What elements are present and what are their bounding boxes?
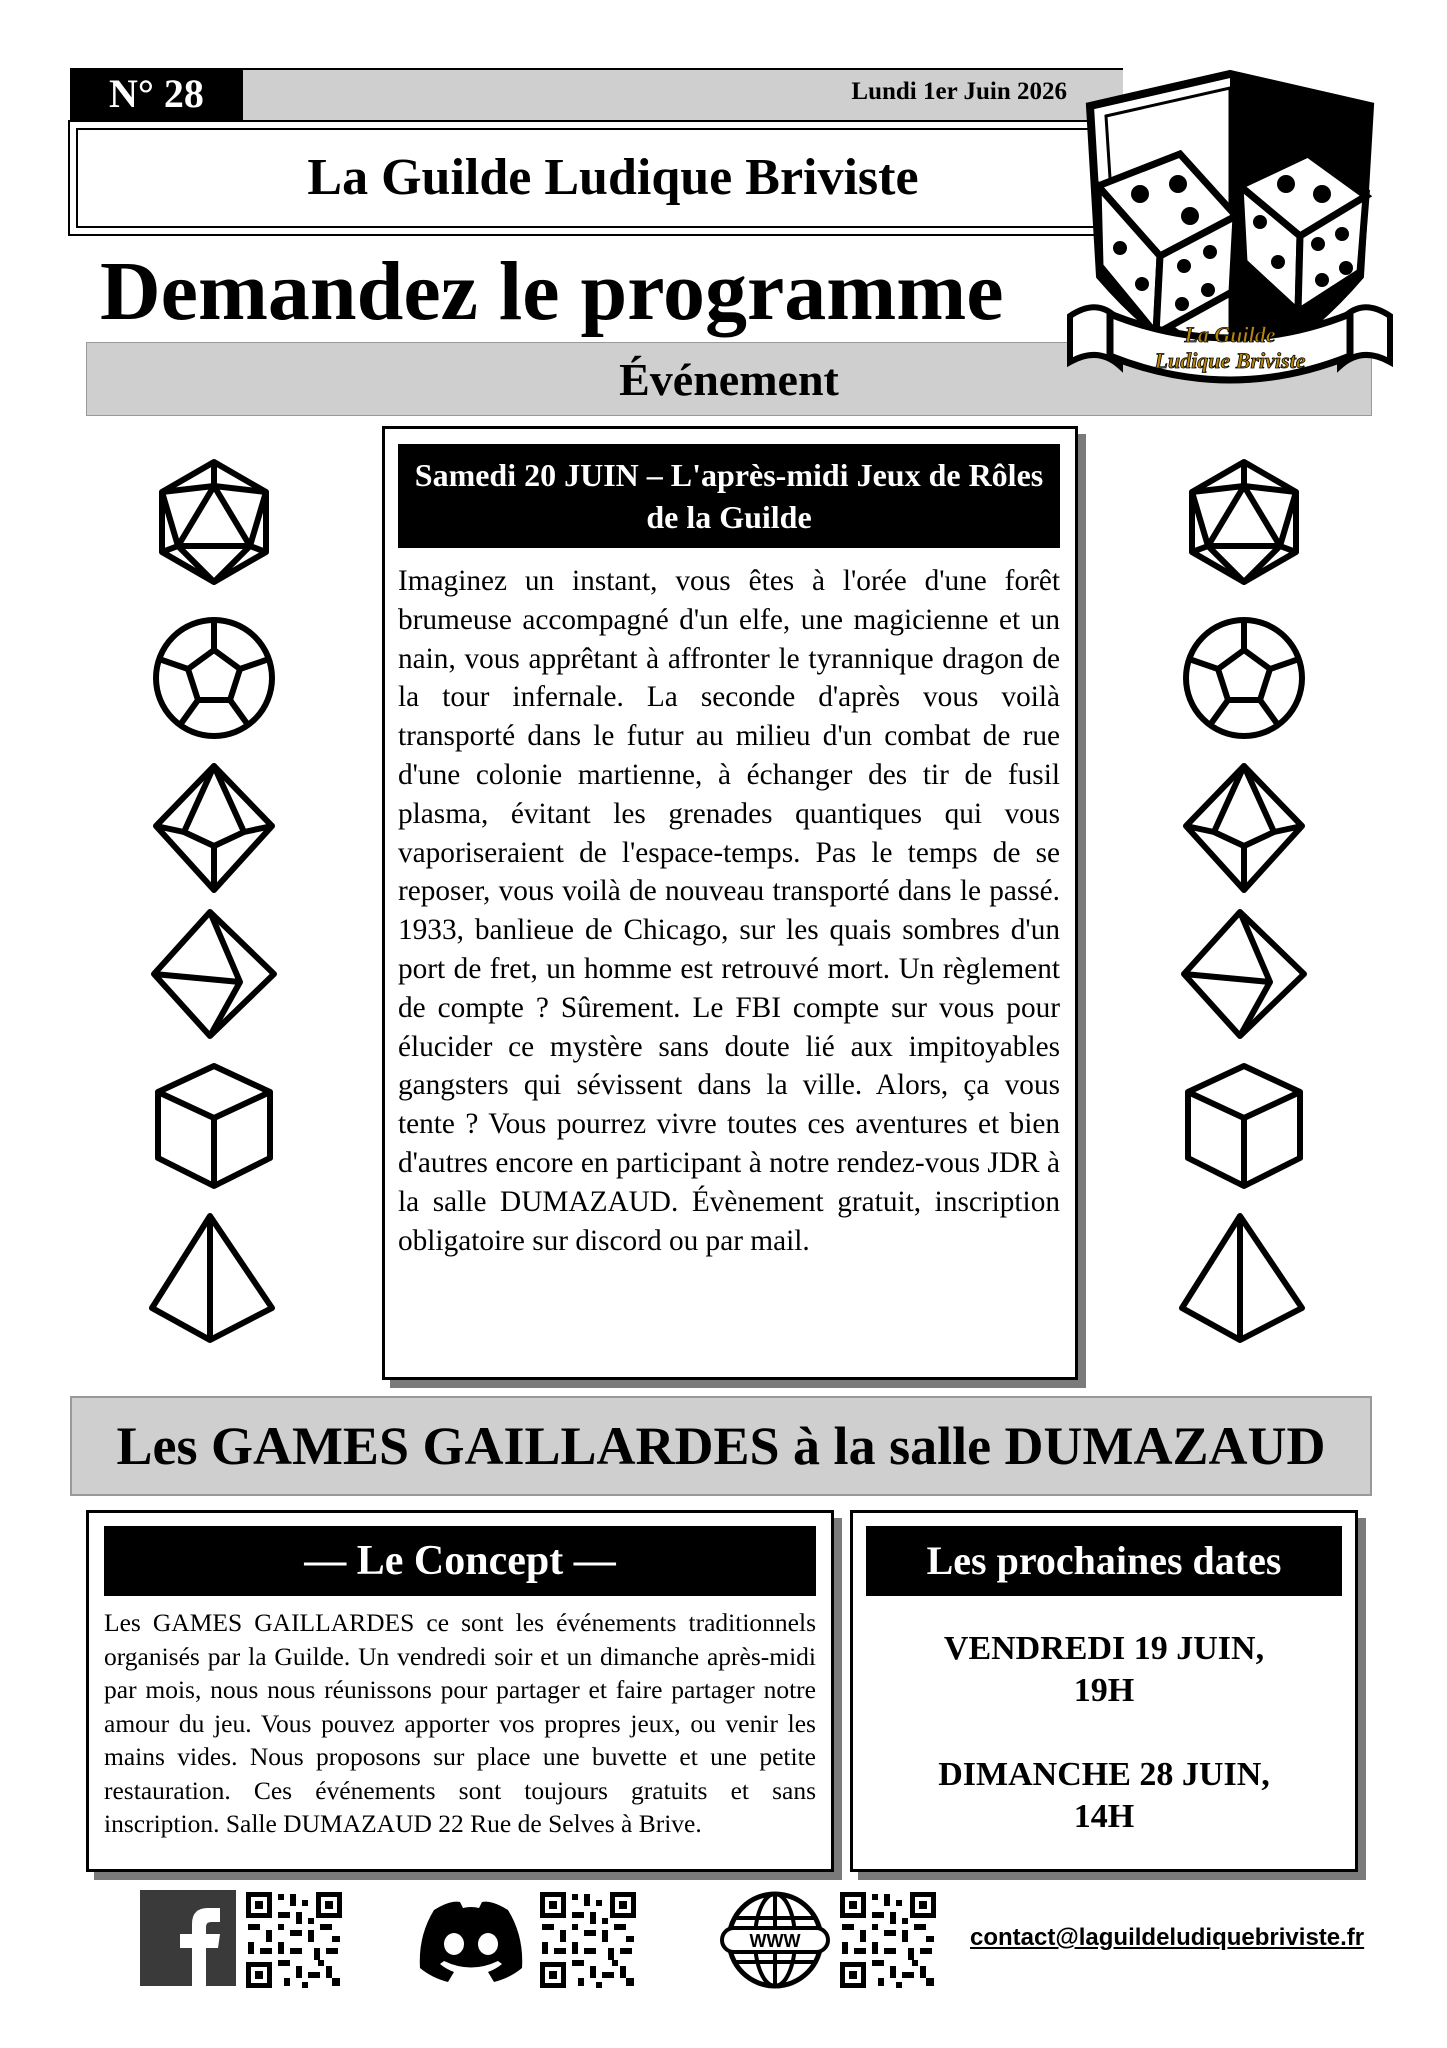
date-1-time: 19H — [1073, 1672, 1135, 1709]
d4-icon — [1178, 1212, 1310, 1344]
logo-banner-line1: La Guilde — [1184, 322, 1276, 347]
d6-icon — [148, 1060, 280, 1192]
page-headline: Demandez le programme — [100, 245, 1004, 338]
dates-title: Les prochaines dates — [866, 1526, 1342, 1596]
d20-icon — [1178, 456, 1310, 588]
date-2-day: DIMANCHE 28 JUIN, — [938, 1756, 1270, 1793]
d10-icon — [148, 762, 280, 894]
d8-icon — [1178, 908, 1310, 1040]
date-1-day: VENDREDI 19 JUIN, — [943, 1630, 1265, 1667]
globe-icon[interactable] — [720, 1890, 830, 1990]
d10-icon — [1178, 762, 1310, 894]
www-label: WWW — [749, 1931, 801, 1951]
section-title: Événement — [86, 342, 1372, 416]
issue-number: N° 28 — [70, 68, 243, 120]
concept-description: Les GAMES GAILLARDES ce sont les événements traditionnels organisés par la Guilde. Un vendredi soir et un dimanche après-midi par mois, nous nous réunissons pour partager et faire partager notre amour du jeu. Vous pouvez apporter vos propres jeux, ou venir les mains vides. Nous proposons sur place une buvette et une petite restauration. Ces événements sont toujours gratuits et sans inscription. Salle DUMAZAUD 22 Rue de Selves à Brive. — [104, 1608, 816, 1838]
issue-date: Lundi 1er Juin 2026 — [851, 78, 1067, 105]
logo-banner-line2: Ludique Briviste — [1154, 348, 1306, 373]
date-2-time: 14H — [1073, 1798, 1135, 1835]
d4-icon — [148, 1212, 280, 1344]
event-title: Samedi 20 JUIN – L'après-midi Jeux de Rôles de la Guilde — [398, 444, 1060, 548]
facebook-icon[interactable] — [140, 1890, 236, 1986]
d6-icon — [1178, 1060, 1310, 1192]
discord-qr-code[interactable] — [538, 1890, 638, 1990]
d8-icon — [148, 908, 280, 1040]
d12-icon — [1178, 612, 1310, 744]
guild-name: La Guilde Ludique Briviste — [307, 149, 919, 206]
guild-logo — [1060, 66, 1400, 396]
d20-icon — [148, 456, 280, 588]
website-qr-code[interactable] — [838, 1890, 938, 1990]
discord-icon[interactable] — [414, 1896, 528, 1984]
contact-email-link[interactable]: contact@laguildeludiquebriviste.fr — [970, 1924, 1365, 1951]
games-banner: Les GAMES GAILLARDES à la salle DUMAZAUD — [70, 1396, 1372, 1496]
concept-title: — Le Concept — — [104, 1526, 816, 1596]
event-description: Imaginez un instant, vous êtes à l'orée d'une forêt brumeuse accompagné d'un elfe, une magicienne et un nain, vous apprêtant à affronter le tyrannique dragon de la tour infernale. La seconde d'après vous voilà transporté dans le futur au milieu d'un combat de rue d'une colonie martienne, à échanger des tir de fusil plasma, évitant les grenades quantiques qui vous vaporiseraient de l'espace-temps. Pas le temps de se reposer, vous voilà de nouveau transporté dans le passé. 1933, banlieue de Chicago, sur les quais sombres d'un port de fret, un homme est retrouvé mort. Un règlement de compte ? Sûrement. Le FBI compte sur vous pour élucider ce mystère sans doute lié aux impitoyables gangsters qui sévissent dans la ville. Alors, ça vous tente ? Vous pourrez vivre toutes ces aventures et bien d'autres encore en participant à notre rendez-vous JDR à la salle DUMAZAUD. Évènement gratuit, inscription obligatoire sur discord ou par mail. — [398, 565, 1060, 1257]
facebook-qr-code[interactable] — [244, 1890, 344, 1990]
d12-icon — [148, 612, 280, 744]
